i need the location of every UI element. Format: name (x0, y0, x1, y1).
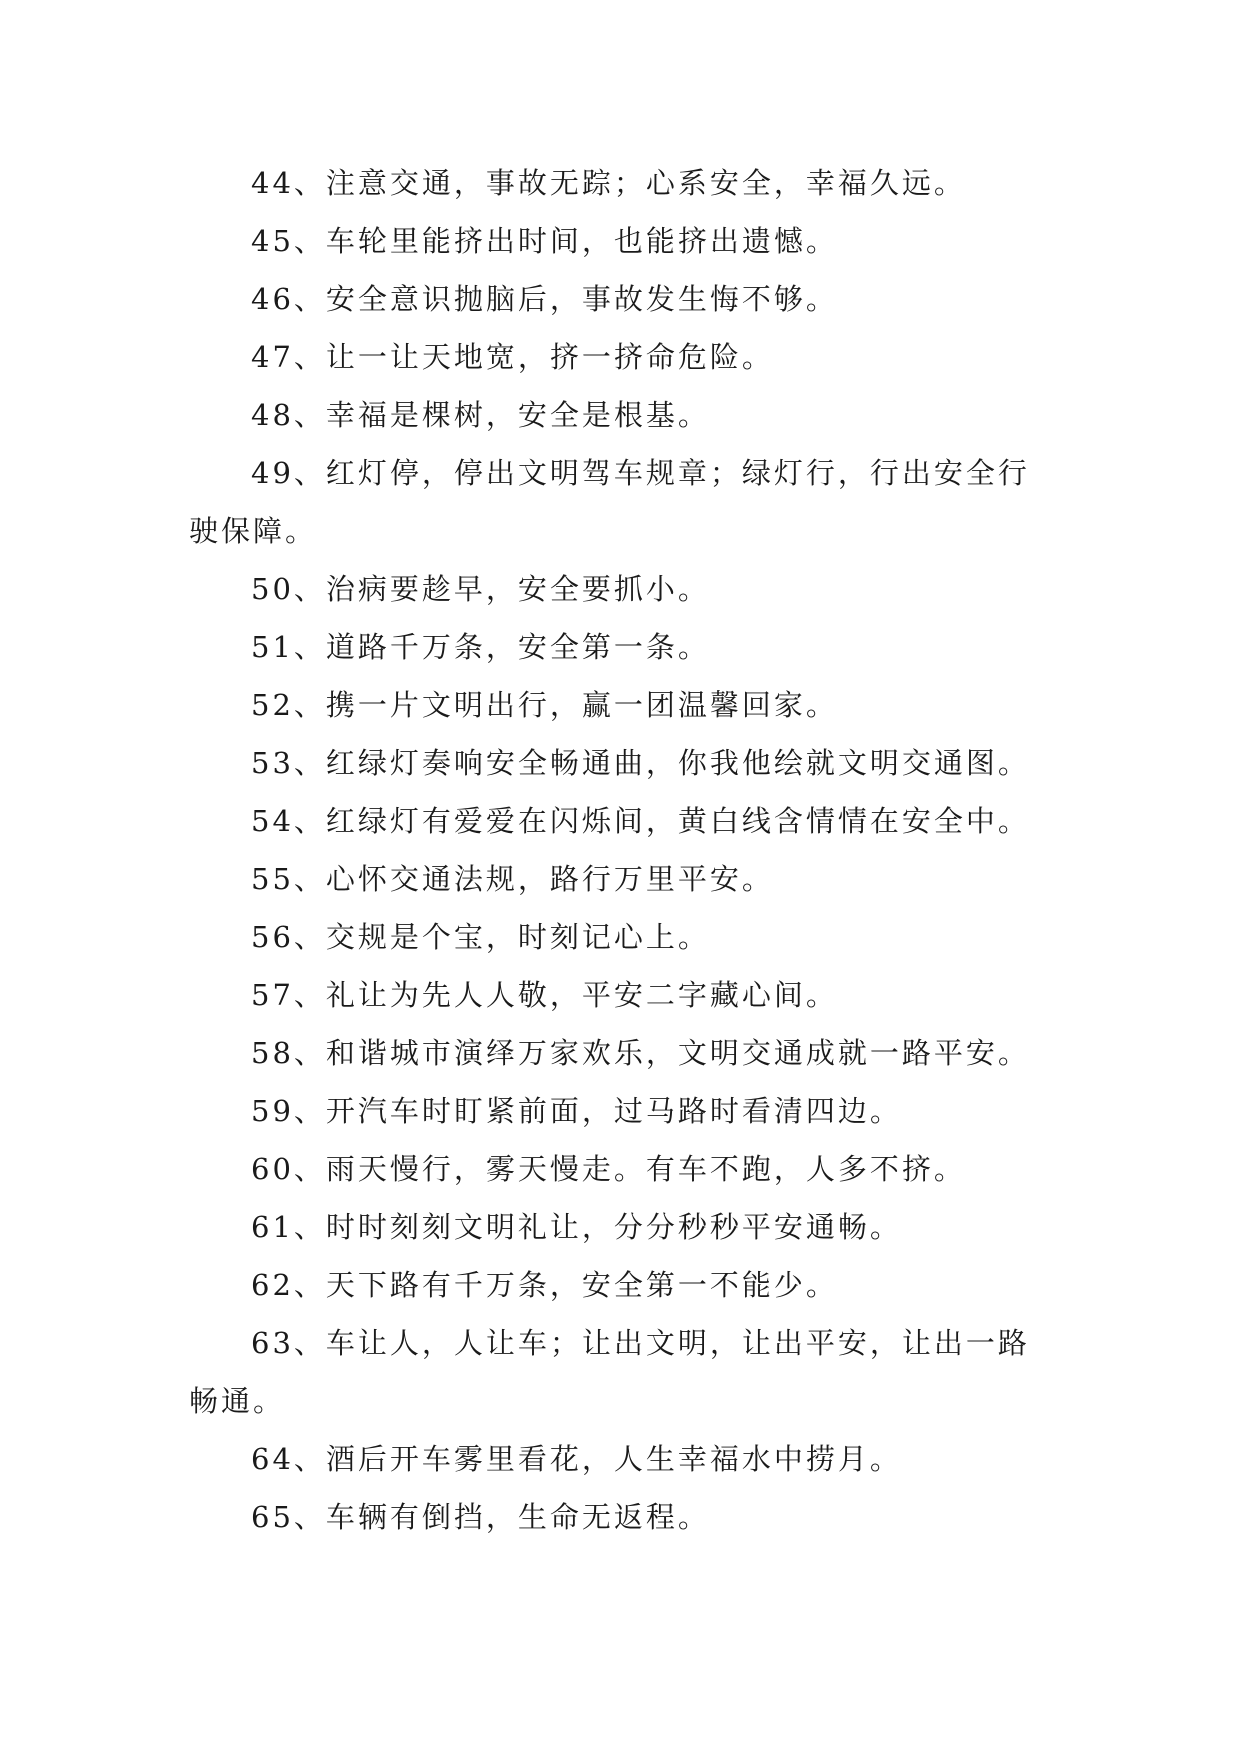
document-body (189, 154, 1054, 1546)
slogan-paragraph: 55、心怀交通法规，路行万里平安。 (251, 862, 774, 896)
slogan-paragraph: 47、让一让天地宽，挤一挤命危险。 (251, 340, 774, 374)
slogan-paragraph: 63、车让人，人让车；让出文明，让出平安，让出一路畅通。 (189, 1326, 1030, 1418)
slogan-paragraph: 44、注意交通，事故无踪；心系安全，幸福久远。 (251, 166, 966, 200)
slogan-paragraph: 59、开汽车时盯紧前面，过马路时看清四边。 (251, 1094, 902, 1128)
slogan-paragraph: 48、幸福是棵树，安全是根基。 (251, 398, 710, 432)
slogan-paragraph: 51、道路千万条，安全第一条。 (251, 630, 710, 664)
slogan-paragraph: 61、时时刻刻文明礼让，分分秒秒平安通畅。 (251, 1210, 902, 1244)
slogan-paragraph: 58、和谐城市演绎万家欢乐，文明交通成就一路平安。 (251, 1036, 1030, 1070)
slogan-paragraph: 49、红灯停，停出文明驾车规章；绿灯行，行出安全行驶保障。 (189, 456, 1030, 548)
slogan-paragraph: 45、车轮里能挤出时间，也能挤出遗憾。 (251, 224, 838, 258)
slogan-paragraph: 46、安全意识抛脑后，事故发生悔不够。 (251, 282, 838, 316)
slogan-paragraph: 50、治病要趁早，安全要抓小。 (251, 572, 710, 606)
slogan-paragraph: 57、礼让为先人人敬，平安二字藏心间。 (251, 978, 838, 1012)
slogan-paragraph: 62、天下路有千万条，安全第一不能少。 (251, 1268, 838, 1302)
slogan-paragraph: 65、车辆有倒挡，生命无返程。 (251, 1500, 710, 1534)
slogan-paragraph: 56、交规是个宝，时刻记心上。 (251, 920, 710, 954)
slogan-paragraph: 54、红绿灯有爱爱在闪烁间，黄白线含情情在安全中。 (251, 804, 1030, 838)
slogan-paragraph: 53、红绿灯奏响安全畅通曲，你我他绘就文明交通图。 (251, 746, 1030, 780)
slogan-paragraph: 60、雨天慢行，雾天慢走。有车不跑，人多不挤。 (251, 1152, 966, 1186)
slogan-paragraph: 64、酒后开车雾里看花，人生幸福水中捞月。 (251, 1442, 902, 1476)
slogan-paragraph: 52、携一片文明出行，赢一团温馨回家。 (251, 688, 838, 722)
